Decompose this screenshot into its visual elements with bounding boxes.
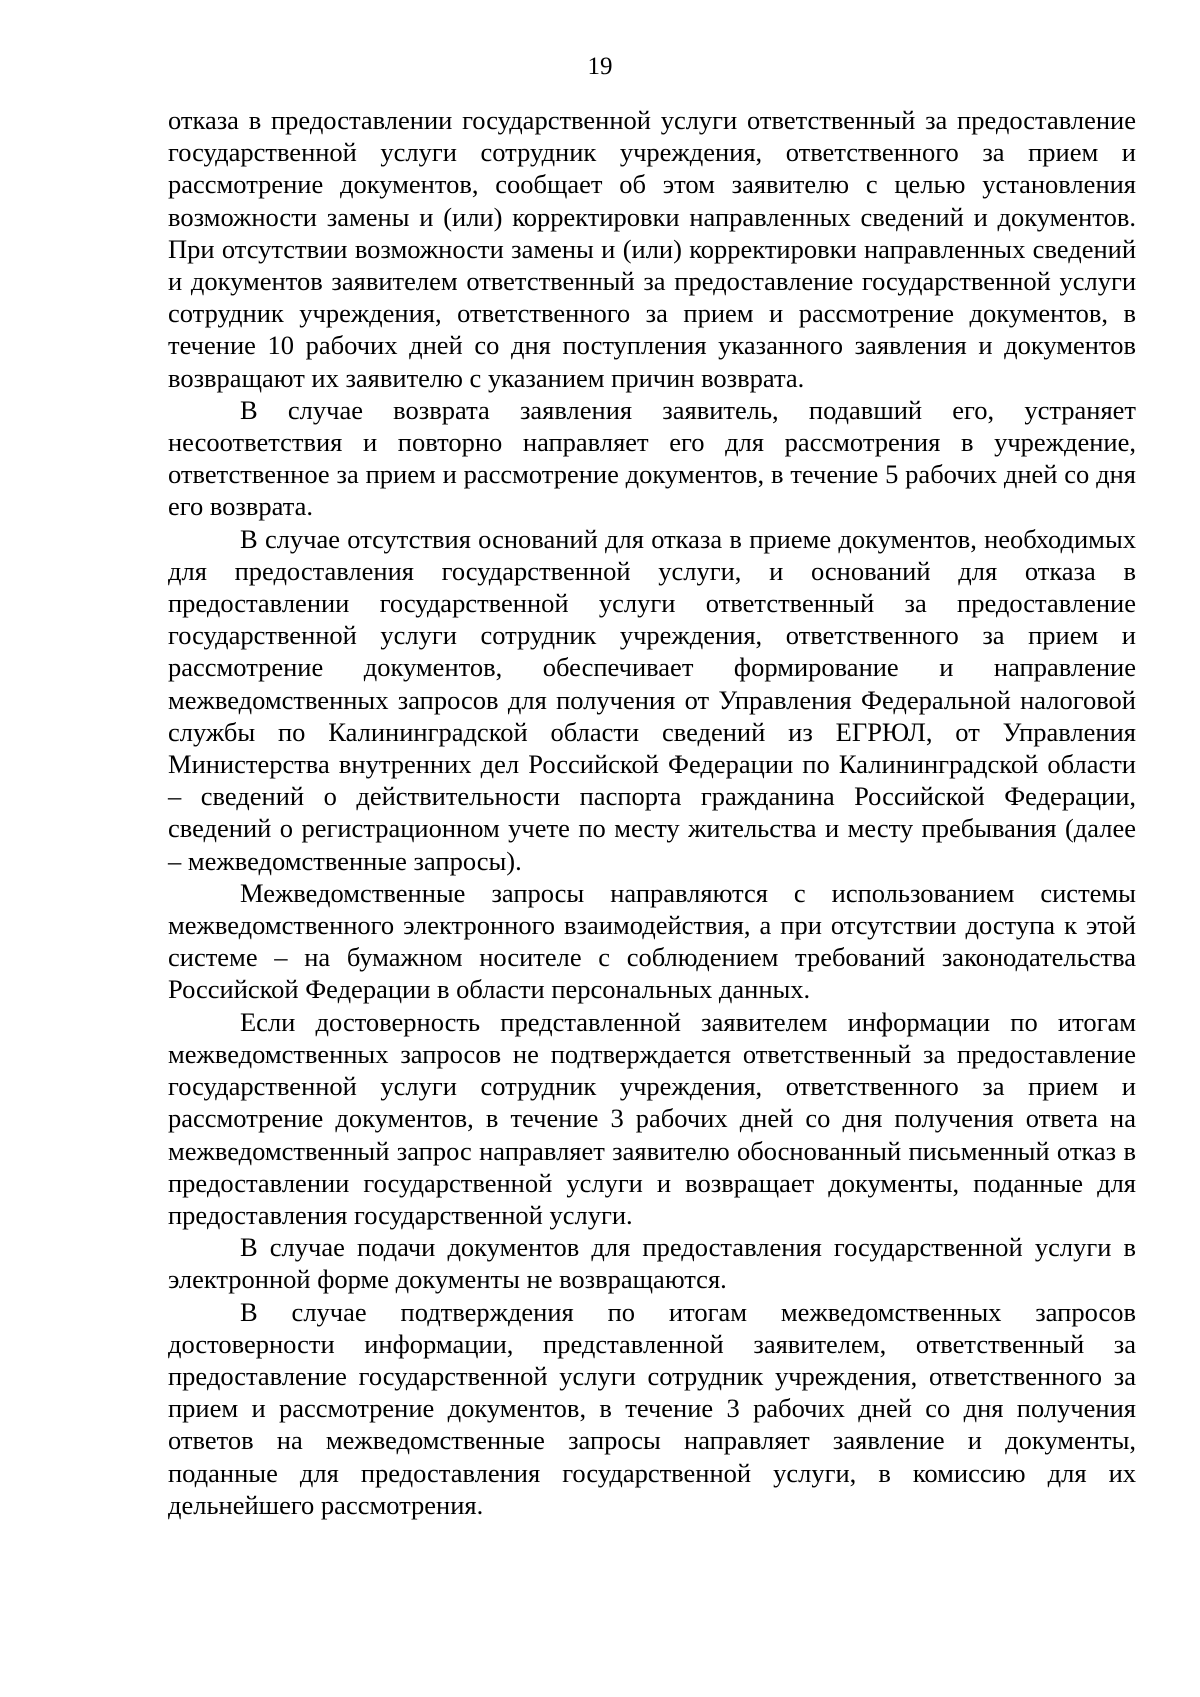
paragraph: В случае подтверждения по итогам межведомственных запросов достоверности информации, представленной заявителем, ответственный за предоставление государственной услуги сотрудник учреждения, ответственного за прием и рассмотрение документов, в течение 3 рабочих дней со дня получения ответов на межведомственные запросы направляет заявление и документы, поданные для предоставления государственной услуги, в комиссию для их дельнейшего рассмотрения.	[168, 1296, 1136, 1520]
paragraph: В случае возврата заявления заявитель, подавший его, устраняет несоответствия и повторно направляет его для рассмотрения в учреждение, ответственное за прием и рассмотрение документов, в течение 5 рабочих дней со дня его возврата.	[168, 394, 1136, 522]
paragraph: В случае подачи документов для предоставления государственной услуги в электронной форме документы не возвращаются.	[168, 1232, 1136, 1295]
paragraph: В случае отсутствия оснований для отказа в приеме документов, необходимых для предоставления государственной услуги, и оснований для отказа в предоставлении государственной услуги ответственный за предоставление государственной услуги сотрудник учреждения, ответственного за прием и рассмотрение документов, обеспечивает формирование и направление межведомственных запросов для получения от Управления Федеральной налоговой службы по Калининградской области сведений из ЕГРЮЛ, от Управления Министерства внутренних дел Российской Федерации по Калининградской области – сведений о действительности паспорта гражданина Российской Федерации, сведений о регистрационном учете по месту жительства и месту пребывания (далее – межведомственные запросы).	[168, 523, 1136, 876]
paragraph: Межведомственные запросы направляются с использованием системы межведомственного электронного взаимодействия, а при отсутствии доступа к этой системе – на бумажном носителе с соблюдением требований законодательства Российской Федерации в области персональных данных.	[168, 877, 1136, 1005]
paragraph: Если достоверность представленной заявителем информации по итогам межведомственных запросов не подтверждается ответственный за предоставление государственной услуги сотрудник учреждения, ответственного за прием и рассмотрение документов, в течение 3 рабочих дней со дня получения ответа на межведомственный запрос направляет заявителю обоснованный письменный отказ в предоставлении государственной услуги и возвращает документы, поданные для предоставления государственной услуги.	[168, 1006, 1136, 1230]
paragraph-continued: отказа в предоставлении государственной услуги ответственный за предоставление государственной услуги сотрудник учреждения, ответственного за прием и рассмотрение документов, сообщает об этом заявителю с целью установления возможности замены и (или) корректировки направленных сведений и документов. При отсутствии возможности замены и (или) корректировки направленных сведений и документов заявителем ответственный за предоставление государственной услуги сотрудник учреждения, ответственного за прием и рассмотрение документов, в течение 10 рабочих дней со дня поступления указанного заявления и документов возвращают их заявителю с указанием причин возврата.	[168, 105, 1136, 393]
page-number: 19	[587, 53, 613, 80]
document-body	[168, 104, 1136, 1521]
